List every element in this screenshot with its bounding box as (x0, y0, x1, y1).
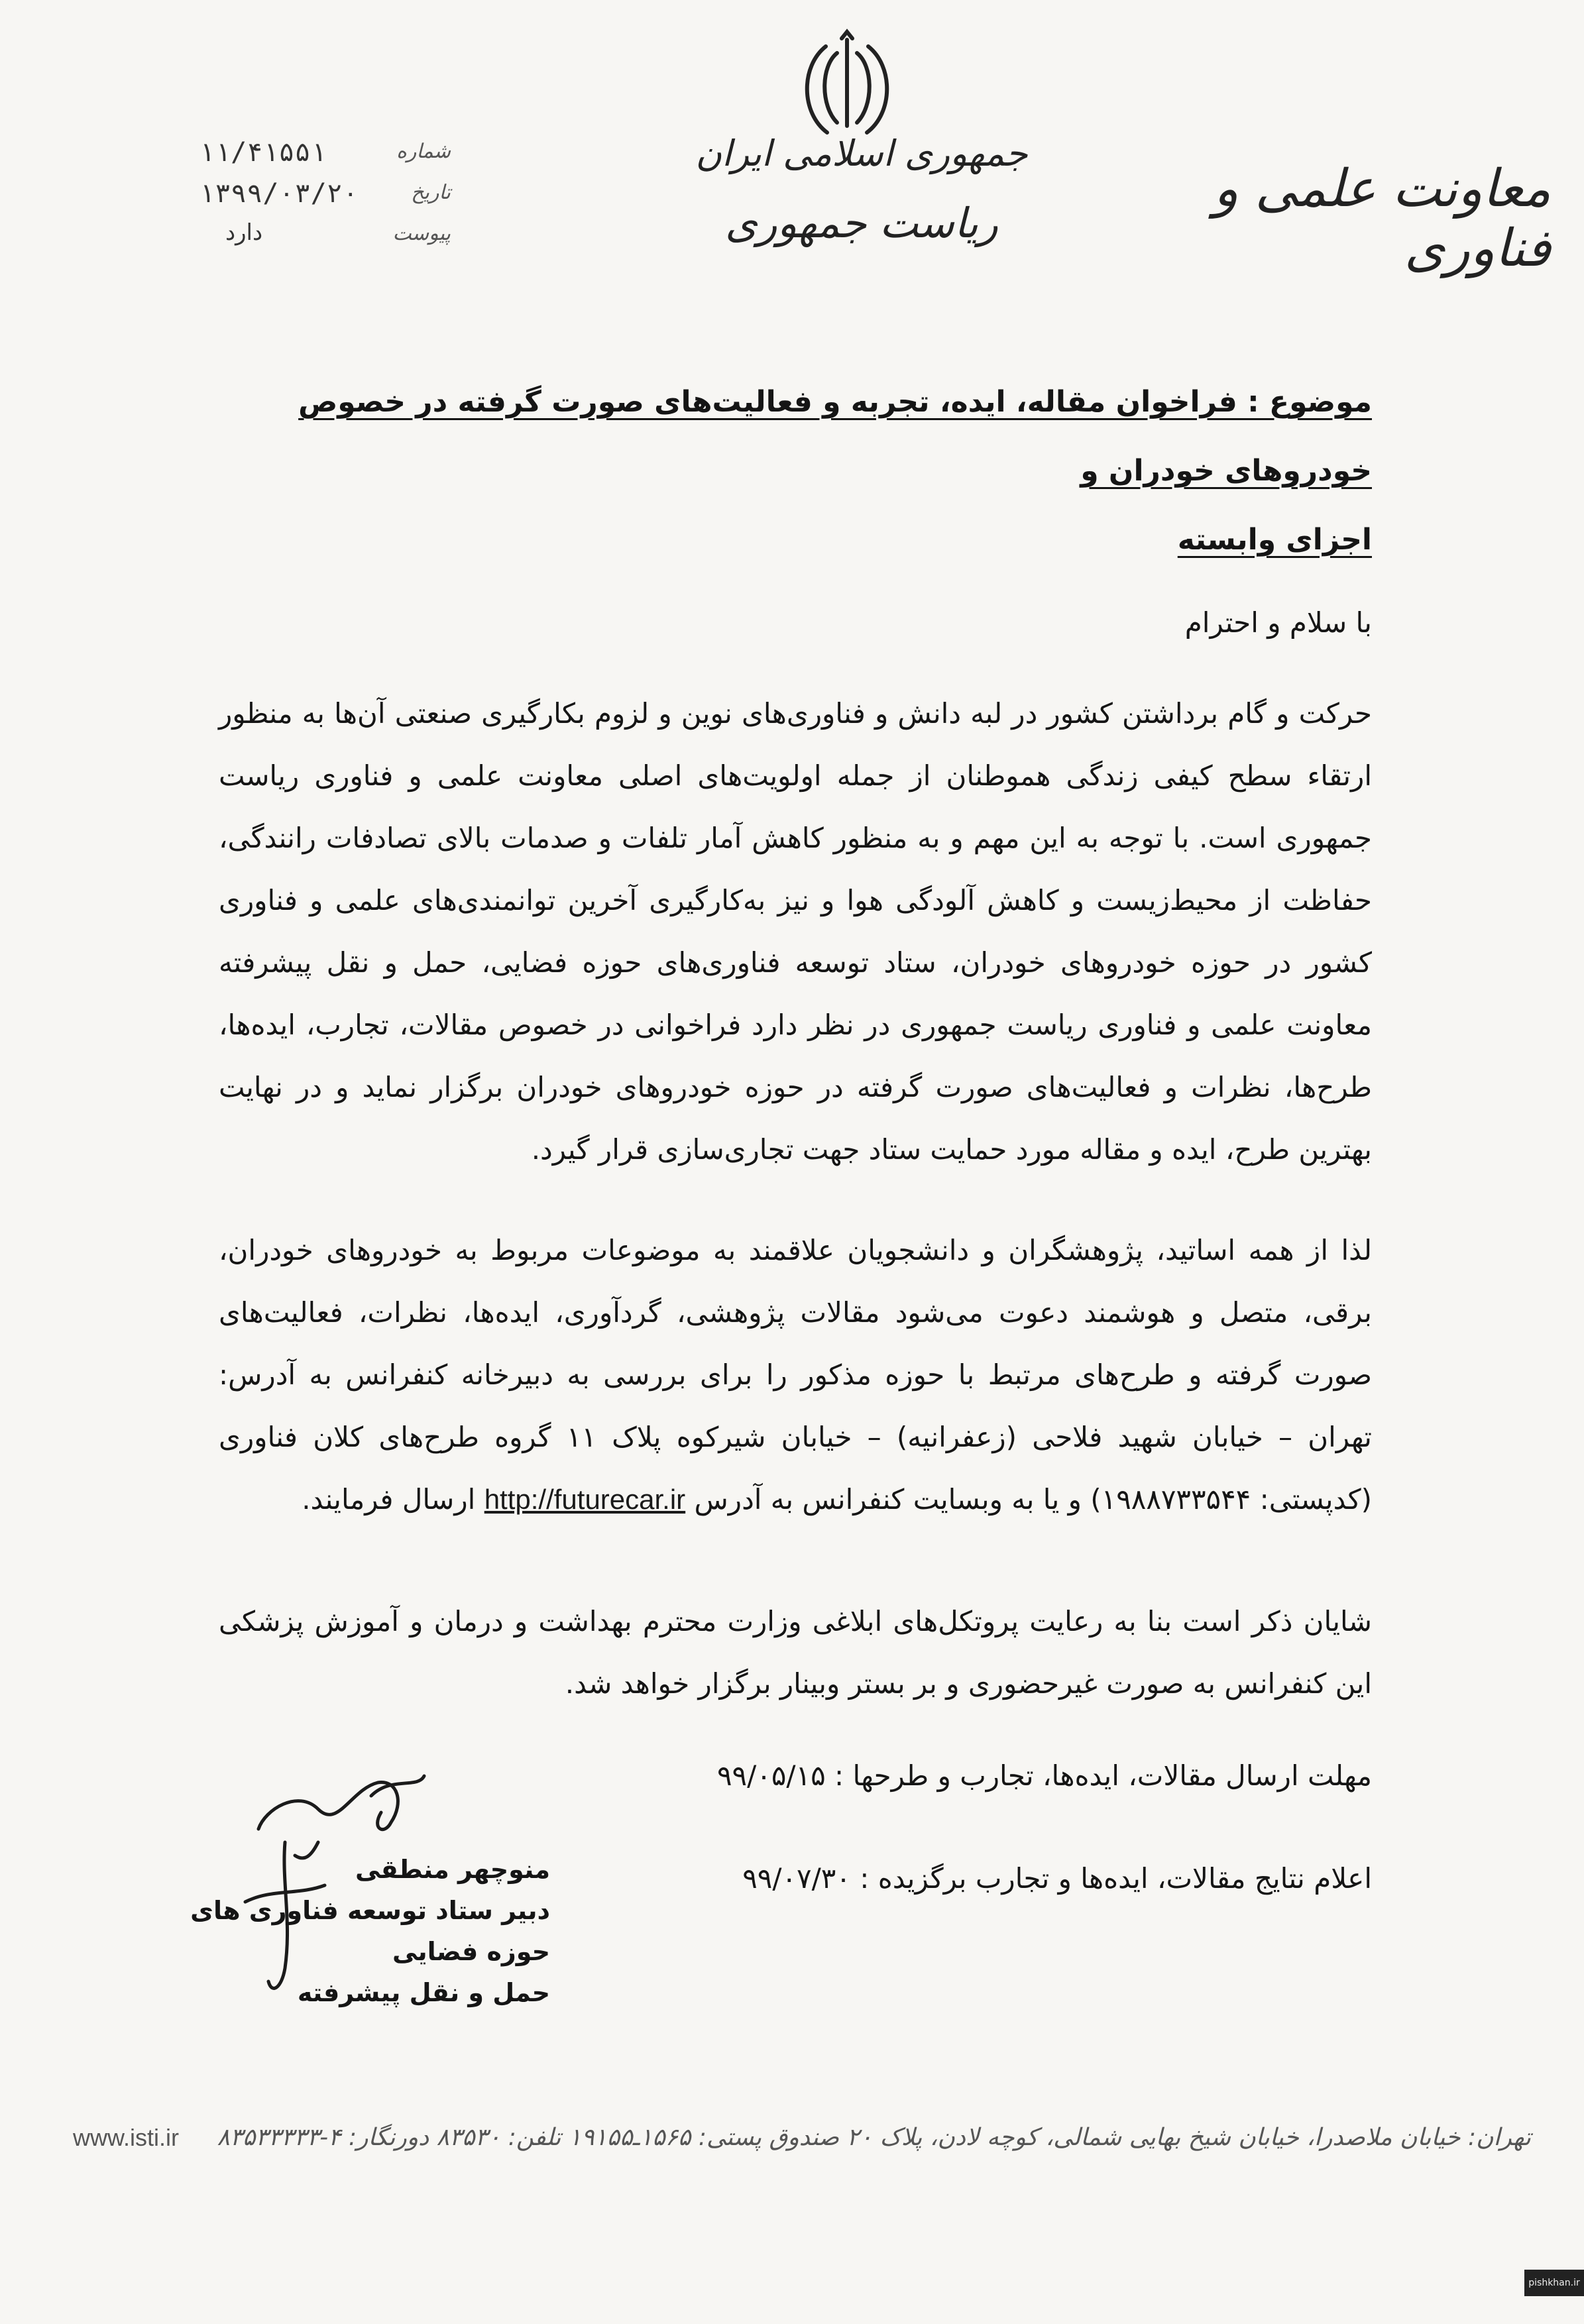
submission-deadline: مهلت ارسال مقالات، ایده‌ها، تجارب و طرحها : ۹۹/۰۵/۱۵ (717, 1759, 1372, 1792)
conference-website-link[interactable]: http://futurecar.ir (484, 1484, 686, 1515)
letter-date-row (186, 177, 451, 218)
subject-line-1: موضوع : فراخوان مقاله، ایده، تجربه و فعالیت‌های صورت گرفته در خصوص خودروهای خودران و (298, 385, 1372, 488)
paragraph-intro: حرکت و گام برداشتن کشور در لبه دانش و فناوری‌های نوین و لزوم بکارگیری صنعتی آن‌ها به منظور ارتقاء سطح کیفی زندگی هموطنان از جمله اولویت‌های اصلی معاونت علمی و فناوری ریاست جمهوری است. با توجه به این مهم و به منظور کاهش آمار تلفات و صدمات بالای تصادفات رانندگی، حفاظت از محیط‌زیست و کاهش آلودگی هوا و نیز به‌کارگیری آخرین توانمندی‌های علمی و فناوری کشور در حوزه خودروهای خودران، ستاد توسعه فناوری‌های حوزه فضایی، حمل و نقل پیشرفته معاونت علمی و فناوری ریاست جمهوری در نظر دارد فراخوانی در خصوص مقالات، تجارب، ایده‌ها، طرح‌ها، نظرات و فعالیت‌های صورت گرفته در حوزه خودروهای خودران برگزار نماید و در نهایت بهترین طرح، ایده و مقاله مورد حمایت ستاد جهت تجاری‌سازی قرار گیرد. (219, 697, 1372, 1166)
presidency-name: ریاست جمهوری (725, 199, 998, 247)
letter-subject (199, 368, 1372, 575)
letter-number-label: شماره (396, 140, 451, 163)
footer-website[interactable]: www.isti.ir (73, 2124, 179, 2151)
corner-watermark: pishkhan.ir (1524, 2270, 1584, 2296)
footer-address: تهران: خیابان ملاصدرا، خیابان شیخ بهایی شمالی، کوچه لادن، پلاک ۲۰ صندوق پستی: ۱۵۶۵ـ۱۹۱۵۵ تلفن: ۸۳۵۳۰ دورنگار: ۴-۸۳۵۳۳۳۳۳ (217, 2124, 1531, 2151)
signer-title-line-2: حمل و نقل پیشرفته (297, 1978, 550, 2007)
letter-date-value: ۱۳۹۹/۰۳/۲۰ (199, 178, 359, 209)
vice-presidency-title: معاونت علمی و فناوری (1214, 159, 1551, 278)
signer-title-line-1: دبیر ستاد توسعه فناوری های حوزه فضایی (190, 1896, 550, 1966)
signer-name: منوچهر منطقی (355, 1855, 550, 1884)
letterhead-footer (73, 2124, 1531, 2170)
paragraph-online-notice: شایان ذکر است بنا به رعایت پروتکل‌های ابلاغی وزارت محترم بهداشت و درمان و آموزش پزشکی این کنفرانس به صورت غیرحضوری و بر بستر وبینار برگزار خواهد شد. (219, 1605, 1372, 1700)
letter-meta (186, 136, 451, 259)
paragraph-invitation (219, 1219, 1372, 1531)
results-announcement: اعلام نتایج مقالات، ایده‌ها و تجارب برگزیده : ۹۹/۰۷/۳۰ (742, 1862, 1372, 1895)
letter-attachment-row (186, 218, 451, 259)
letter-attachment-label: پیوست (392, 222, 451, 245)
letter-date-label: تاریخ (411, 181, 451, 204)
invitation-end: ارسال فرمایند. (302, 1483, 476, 1516)
letter-number-row (186, 136, 451, 177)
letter-attachment-value: دارد (225, 219, 263, 246)
signer-block (166, 1849, 550, 2013)
letter-number-value: ۱۱/۴۱۵۵۱ (199, 137, 327, 168)
subject-line-2: اجزای وابسته (1177, 523, 1372, 557)
republic-name: جمهوری اسلامی ایران (695, 133, 1028, 174)
greeting: با سلام و احترام (1184, 606, 1372, 639)
invitation-text: لذا از همه اساتید، پژوهشگران و دانشجویان علاقمند به موضوعات مربوط به خودروهای خودران، برقی، متصل و هوشمند دعوت می‌شود مقالات پژوهشی، گردآوری، ایده‌ها، نظرات، فعالیت‌های صورت گرفته و طرح‌های مرتبط با حوزه مذکور را برای بررسی به دبیرخانه کنفرانس به آدرس: تهران – خیابان شهید فلاحی (زعفرانیه) – خیابان شیرکوه پلاک ۱۱ گروه طرح‌های کلان فناوری (کدپستی: ۱۹۸۸۷۳۳۵۴۴) و یا به وبسایت کنفرانس به آدرس (219, 1234, 1373, 1516)
